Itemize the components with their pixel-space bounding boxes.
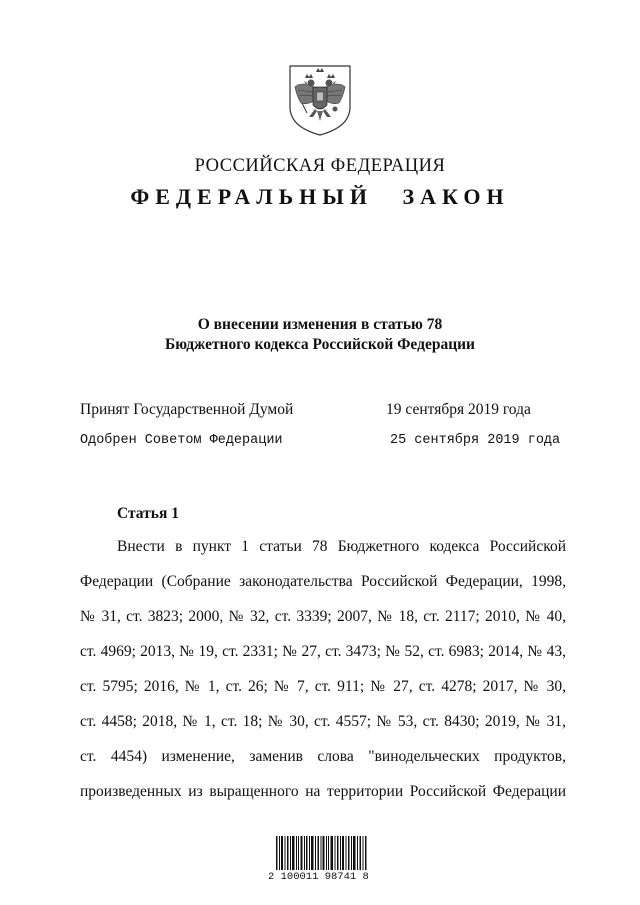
document-type: ФЕДЕРАЛЬНЫЙ ЗАКОН	[130, 184, 510, 209]
article-heading: Статья 1	[117, 505, 179, 522]
article-text-line: Федерации (Собрание законодательства Российской Федерации, 1998,	[80, 573, 566, 590]
country-name: РОССИЙСКАЯ ФЕДЕРАЦИЯ	[194, 156, 446, 176]
coat-of-arms-icon	[287, 63, 353, 137]
adopted-date: 19 сентября 2019 года	[386, 401, 531, 418]
article-text-line: ст. 4969; 2013, № 19, ст. 2331; № 27, ст. 3473; № 52, ст. 6983; 2014, № 43,	[80, 643, 566, 660]
law-title-line-2: Бюджетного кодекса Российской Федерации	[164, 336, 475, 353]
approved-by-council-label: Одобрен Советом Федерации	[80, 433, 283, 448]
law-title-line-1: О внесении изменения в статью 78	[197, 316, 443, 333]
approved-date: 25 сентября 2019 года	[390, 433, 561, 448]
article-text-line: ст. 4454) изменение, заменив слова "винодельческих продуктов,	[80, 748, 566, 765]
article-text-line: ст. 4458; 2018, № 1, ст. 18; № 30, ст. 4557; № 53, ст. 8430; 2019, № 31,	[80, 713, 566, 730]
article-text-line: произведенных из выращенного на территории Российской Федерации	[80, 783, 566, 800]
barcode-number: 2 100011 98741 8	[268, 871, 369, 883]
article-text-line: № 31, ст. 3823; 2000, № 32, ст. 3339; 2007, № 18, ст. 2117; 2010, № 40,	[80, 608, 566, 625]
barcode-icon	[276, 836, 368, 870]
article-text-line: Внести в пункт 1 статьи 78 Бюджетного кодекса Российской	[117, 538, 566, 555]
article-text-line: ст. 5795; 2016, № 1, ст. 26; № 7, ст. 911; № 27, ст. 4278; 2017, № 30,	[80, 678, 566, 695]
adopted-by-duma-label: Принят Государственной Думой	[80, 401, 294, 418]
